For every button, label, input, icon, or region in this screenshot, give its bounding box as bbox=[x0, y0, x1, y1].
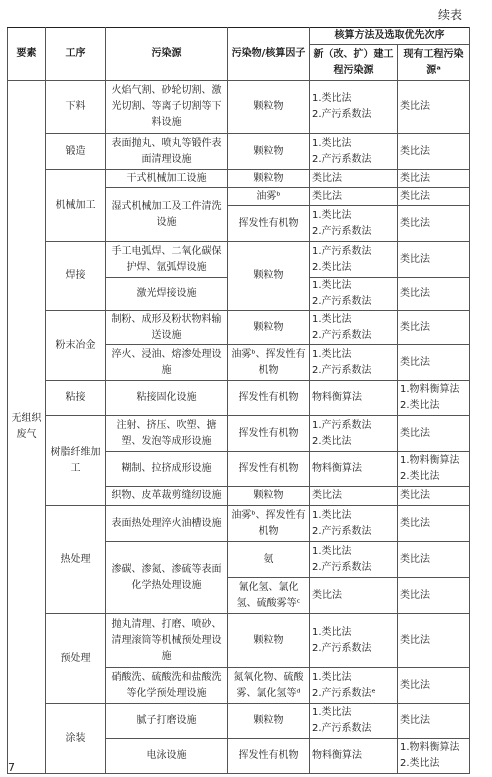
factor-cell: 颗粒物 bbox=[228, 242, 310, 311]
existing-method-cell: 1.物料衡算法 2.类比法 bbox=[398, 381, 470, 416]
factor-cell: 油雾ᵇ bbox=[228, 188, 310, 206]
existing-method-cell: 类比法 bbox=[398, 311, 470, 345]
new-method-cell: 1.类比法 2.产污系数法ᵉ bbox=[310, 668, 398, 704]
source-cell: 湿式机械加工及工件清洗设施 bbox=[106, 188, 228, 242]
step-cell: 树脂纤维加工 bbox=[46, 416, 106, 506]
continued-label: 续表 bbox=[437, 8, 462, 22]
factor-cell: 颗粒物 bbox=[228, 134, 310, 170]
source-cell: 抛丸清理、打磨、喷砂、清理滚筒等机械预处理设施 bbox=[106, 614, 228, 668]
step-cell: 粘接 bbox=[46, 381, 106, 416]
existing-method-cell: 类比法 bbox=[398, 542, 470, 578]
new-method-cell: 1.产污系数法 2.类比法 bbox=[310, 242, 398, 278]
factor-cell: 挥发性有机物 bbox=[228, 452, 310, 487]
source-cell: 硝酸洗、硫酸洗和盐酸洗等化学预处理设施 bbox=[106, 668, 228, 704]
new-method-cell: 1.类比法 2.产污系数法 bbox=[310, 278, 398, 311]
existing-method-cell: 类比法 bbox=[398, 506, 470, 542]
existing-method-cell: 类比法 bbox=[398, 278, 470, 311]
existing-method-cell: 类比法 bbox=[398, 614, 470, 668]
factor-cell: 挥发性有机物 bbox=[228, 416, 310, 452]
new-method-cell: 类比法 bbox=[310, 578, 398, 614]
existing-method-cell: 类比法 bbox=[398, 668, 470, 704]
source-cell: 糊制、拉挤成形设施 bbox=[106, 452, 228, 487]
new-method-cell: 1.类比法 2.产污系数法 bbox=[310, 704, 398, 739]
factor-cell: 挥发性有机物 bbox=[228, 381, 310, 416]
existing-method-cell: 类比法 bbox=[398, 206, 470, 242]
factor-cell: 氰化氢、氯化氢、硫酸雾等ᶜ bbox=[228, 578, 310, 614]
factor-cell: 氨 bbox=[228, 542, 310, 578]
existing-method-cell: 类比法 bbox=[398, 345, 470, 381]
source-cell: 表面热处理淬火油槽设施 bbox=[106, 506, 228, 542]
new-method-cell: 物料衡算法 bbox=[310, 452, 398, 487]
existing-method-cell: 类比法 bbox=[398, 416, 470, 452]
source-cell: 粘接固化设施 bbox=[106, 381, 228, 416]
source-cell: 制粉、成形及粉状物料输送设施 bbox=[106, 311, 228, 345]
new-method-cell: 1.类比法 2.产污系数法 bbox=[310, 311, 398, 345]
source-cell: 渗碳、渗氮、渗硫等表面化学热处理设施 bbox=[106, 542, 228, 614]
new-method-cell: 类比法 bbox=[310, 188, 398, 206]
header-new-project: 新（改、扩）建工程污染源 bbox=[310, 45, 398, 81]
step-cell: 涂装 bbox=[46, 704, 106, 774]
existing-method-cell: 类比法 bbox=[398, 704, 470, 739]
factor-cell: 颗粒物 bbox=[228, 311, 310, 345]
existing-method-cell: 类比法 bbox=[398, 578, 470, 614]
source-cell: 注射、挤压、吹塑、搪塑、发泡等成形设施 bbox=[106, 416, 228, 452]
factor-cell: 颗粒物 bbox=[228, 81, 310, 134]
header-element: 要素 bbox=[8, 28, 46, 81]
source-cell: 火焰气割、砂轮切割、激光切割、等离子切割等下料设施 bbox=[106, 81, 228, 134]
factor-cell: 颗粒物 bbox=[228, 704, 310, 739]
page-number: 7 bbox=[8, 761, 15, 774]
existing-method-cell: 类比法 bbox=[398, 81, 470, 134]
new-method-cell: 类比法 bbox=[310, 170, 398, 188]
step-cell: 粉末冶金 bbox=[46, 311, 106, 381]
step-cell: 预处理 bbox=[46, 614, 106, 704]
new-method-cell: 1.类比法 2.产污系数法 bbox=[310, 542, 398, 578]
new-method-cell: 物料衡算法 bbox=[310, 739, 398, 774]
existing-method-cell: 类比法 bbox=[398, 487, 470, 506]
step-cell: 锻造 bbox=[46, 134, 106, 170]
source-cell: 织物、皮革裁剪缝纫设施 bbox=[106, 487, 228, 506]
step-cell: 机械加工 bbox=[46, 170, 106, 242]
new-method-cell: 物料衡算法 bbox=[310, 381, 398, 416]
header-existing-project: 现有工程污染源ᵃ bbox=[398, 45, 470, 81]
factor-cell: 挥发性有机物 bbox=[228, 206, 310, 242]
header-step: 工序 bbox=[46, 28, 106, 81]
new-method-cell: 类比法 bbox=[310, 487, 398, 506]
factor-cell: 颗粒物 bbox=[228, 487, 310, 506]
new-method-cell: 1.类比法 2.产污系数法 bbox=[310, 206, 398, 242]
factor-cell: 挥发性有机物 bbox=[228, 739, 310, 774]
source-cell: 手工电弧焊、二氧化碳保护焊、氩弧焊设施 bbox=[106, 242, 228, 278]
header-factor: 污染物/核算因子 bbox=[228, 28, 310, 81]
source-cell: 表面抛丸、喷丸等锻件表面清理设施 bbox=[106, 134, 228, 170]
new-method-cell: 1.类比法 2.产污系数法 bbox=[310, 614, 398, 668]
factor-cell: 颗粒物 bbox=[228, 614, 310, 668]
existing-method-cell: 类比法 bbox=[398, 134, 470, 170]
source-cell: 淬火、浸油、熔渗处理设施 bbox=[106, 345, 228, 381]
step-cell: 焊接 bbox=[46, 242, 106, 311]
source-cell: 干式机械加工设施 bbox=[106, 170, 228, 188]
factor-cell: 氮氧化物、硫酸雾、氯化氢等ᵈ bbox=[228, 668, 310, 704]
new-method-cell: 1.类比法 2.产污系数法 bbox=[310, 134, 398, 170]
existing-method-cell: 类比法 bbox=[398, 242, 470, 278]
step-cell: 下料 bbox=[46, 81, 106, 134]
factor-cell: 油雾ᵇ、挥发性有机物 bbox=[228, 506, 310, 542]
element-cell: 无组织废气 bbox=[8, 81, 46, 774]
new-method-cell: 1.类比法 2.产污系数法 bbox=[310, 506, 398, 542]
existing-method-cell: 1.物料衡算法 2.类比法 bbox=[398, 739, 470, 774]
source-cell: 电泳设施 bbox=[106, 739, 228, 774]
existing-method-cell: 类比法 bbox=[398, 170, 470, 188]
new-method-cell: 1.类比法 2.产污系数法 bbox=[310, 81, 398, 134]
factor-cell: 颗粒物 bbox=[228, 170, 310, 188]
step-cell: 热处理 bbox=[46, 506, 106, 614]
header-method-group: 核算方法及选取优先次序 bbox=[310, 28, 470, 45]
source-cell: 腻子打磨设施 bbox=[106, 704, 228, 739]
factor-cell: 油雾ᵇ、挥发性有机物 bbox=[228, 345, 310, 381]
existing-method-cell: 类比法 bbox=[398, 188, 470, 206]
new-method-cell: 1.产污系数法 2.类比法 bbox=[310, 416, 398, 452]
header-source: 污染源 bbox=[106, 28, 228, 81]
emission-method-table bbox=[7, 27, 470, 774]
source-cell: 激光焊接设施 bbox=[106, 278, 228, 311]
existing-method-cell: 1.物料衡算法 2.类比法 bbox=[398, 452, 470, 487]
new-method-cell: 1.类比法 2.产污系数法 bbox=[310, 345, 398, 381]
